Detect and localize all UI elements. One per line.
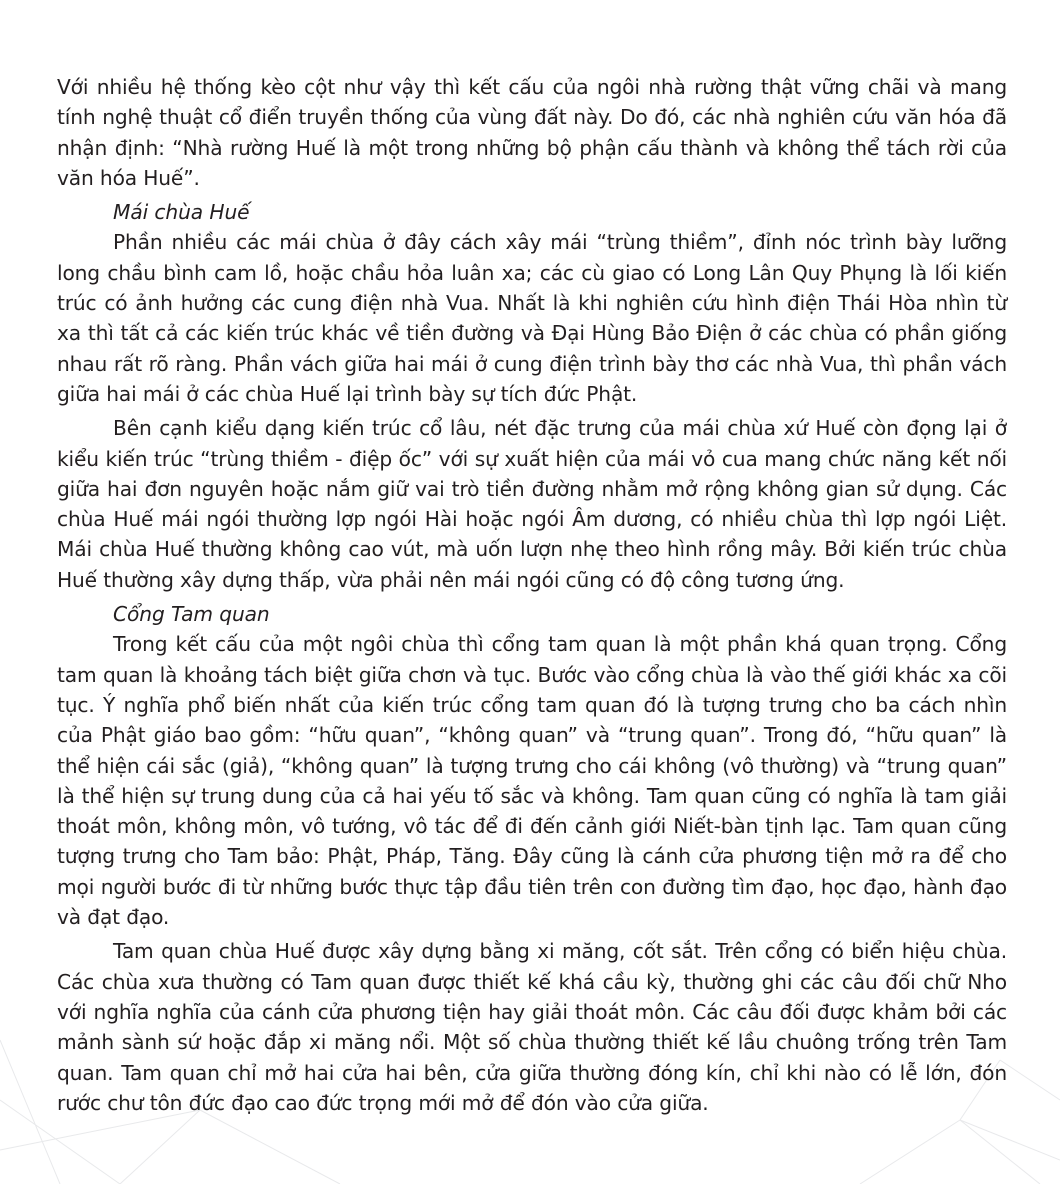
heading-cong-tam-quan: Cổng Tam quan [113,602,270,627]
paragraph-roof-1: Phần nhiều các mái chùa ở đây cách xây mái “trùng thiềm”, đỉnh nóc trình bày lưỡng long chầu bình cam lồ, hoặc chầu hỏa luân xa; các cù giao có Long Lân Quy Phụng là lối kiến trúc có ảnh hưởng các cung điện nhà Vua. Nhất là khi nghiên cứu hình điện Thái Hòa nhìn từ xa thì tất cả các kiến trúc khác về tiền đường và Đại Hùng Bảo Điện ở các chùa có phần giống nhau rất rõ ràng. Phần vách giữa hai mái ở cung điện trình bày thơ các nhà Vua, thì phần vách giữa hai mái ở các chùa Huế lại trình bày sự tích đức Phật. [57,230,1007,406]
paragraph-roof-2: Bên cạnh kiểu dạng kiến trúc cổ lâu, nét đặc trưng của mái chùa xứ Huế còn đọng lại ở kiểu kiến trúc “trùng thiềm - điệp ốc” với sự xuất hiện của mái vỏ cua mang chức năng kết nối giữa hai đơn nguyên hoặc nắm giữ vai trò tiền đường nhằm mở rộng không gian sử dụng. Các chùa Huế mái ngói thường lợp ngói Hài hoặc ngói Âm dương, có nhiều chùa thì lợp ngói Liệt. Mái chùa Huế thường không cao vút, mà uốn lượn nhẹ theo hình rồng mây. Bởi kiến trúc chùa Huế thường xây dựng thấp, vừa phải nên mái ngói cũng có độ công tương ứng. [57,416,1007,592]
document-page [57,72,1007,1118]
heading-mai-chua-hue: Mái chùa Huế [113,200,250,225]
paragraph-intro: Với nhiều hệ thống kèo cột như vậy thì kết cấu của ngôi nhà rường thật vững chãi và mang tính nghệ thuật cổ điển truyền thống của vùng đất này. Do đó, các nhà nghiên cứu văn hóa đã nhận định: “Nhà rường Huế là một trong những bộ phận cấu thành và không thể tách rời của văn hóa Huế”. [57,75,1007,190]
paragraph-gate-1: Trong kết cấu của một ngôi chùa thì cổng tam quan là một phần khá quan trọng. Cổng tam quan là khoảng tách biệt giữa chơn và tục. Bước vào cổng chùa là vào thế giới khác xa cõi tục. Ý nghĩa phổ biến nhất của kiến trúc cổng tam quan đó là tượng trưng cho ba cách nhìn của Phật giáo bao gồm: “hữu quan”, “không quan” và “trung quan”. Trong đó, “hữu quan” là thể hiện cái sắc (giả), “không quan” là tượng trưng cho cái không (vô thường) và “trung quan” là thể hiện sự trung dung của cả hai yếu tố sắc và không. Tam quan cũng có nghĩa là tam giải thoát môn, không môn, vô tướng, vô tác để đi đến cảnh giới Niết-bàn tịnh lạc. Tam quan cũng tượng trưng cho Tam bảo: Phật, Pháp, Tăng. Đây cũng là cánh cửa phương tiện mở ra để cho mọi người bước đi từ những bước thực tập đầu tiên trên con đường tìm đạo, học đạo, hành đạo và đạt đạo. [57,632,1007,930]
paragraph-gate-2: Tam quan chùa Huế được xây dựng bằng xi măng, cốt sắt. Trên cổng có biển hiệu chùa. Các chùa xưa thường có Tam quan được thiết kế khá cầu kỳ, thường ghi các câu đối chữ Nho với nghĩa nghĩa của cánh cửa phương tiện hay giải thoát môn. Các câu đối được khảm bởi các mảnh sành sứ hoặc đắp xi măng nổi. Một số chùa thường thiết kế lầu chuông trống trên Tam quan. Tam quan chỉ mở hai cửa hai bên, cửa giữa thường đóng kín, chỉ khi nào có lễ lớn, đón rước chư tôn đức đạo cao đức trọng mới mở để đón vào cửa giữa. [57,939,1007,1115]
